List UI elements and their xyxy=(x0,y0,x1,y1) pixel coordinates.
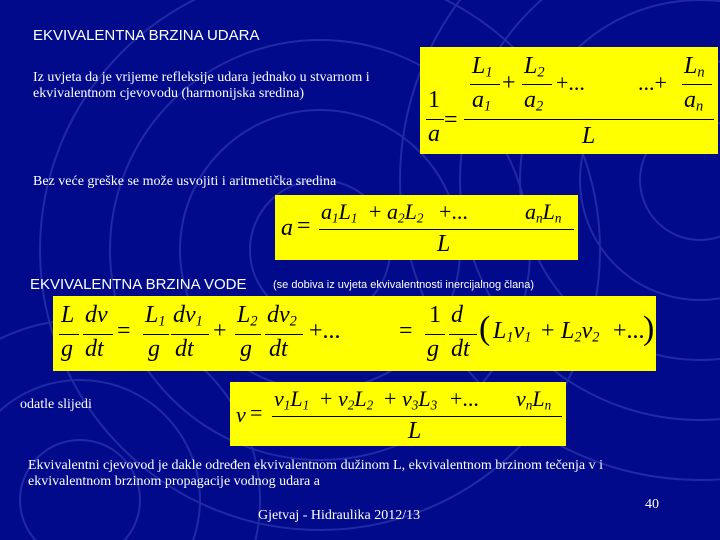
water-velocity-note: (se dobiva iz uvjeta ekvivalentnosti inercijalnog člana) xyxy=(273,279,535,291)
arithmetic-mean-formula: a = $a_1L_1$ + $a_2L_2$ +... $a_nL_n$ L xyxy=(275,195,578,260)
harmonic-mean-formula: 1 a = $L_1$ $a_1$ + $L_2$ $a_2$ +... ...+ $L_n$ $a_n$ L xyxy=(420,47,718,154)
inertia-equivalence-formula: L g dv dt = $L_1$ g $dv_1$ dt + $L_2$ g $dv_2$ dt +... = 1 g d dt ( $L_1v_1$ + $L_2v_2$ +... ) xyxy=(53,296,656,371)
conclusion-text: Ekvivalentni cjevovod je dakle određen ekvivalentnom dužinom L, ekvivalentnom brzinom tečenja v i ekvivalentnom brzinom propagacije vodnog udara a xyxy=(28,458,603,489)
footer-text: Gjetvaj - Hidraulika 2012/13 xyxy=(258,508,421,523)
arithmetic-mean-text: Bez veće greške se može usvojiti i aritmetička sredina xyxy=(33,174,337,189)
slide-title-wave-speed: EKVIVALENTNA BRZINA UDARA xyxy=(33,27,260,44)
slide-title-water-velocity: EKVIVALENTNA BRZINA VODE xyxy=(30,276,247,293)
harmonic-mean-text: Iz uvjeta da je vrijeme refleksije udara jednako u stvarnom i ekvivalentnom cjevovodu (harmonijska sredina) xyxy=(33,70,370,101)
therefore-text: odatle slijedi xyxy=(20,397,92,412)
equivalent-velocity-formula: v = $v_1L_1$ + $v_2L_2$ + $v_3L_3$ +... $v_nL_n$ L xyxy=(230,382,566,446)
page-number: 40 xyxy=(645,497,659,512)
